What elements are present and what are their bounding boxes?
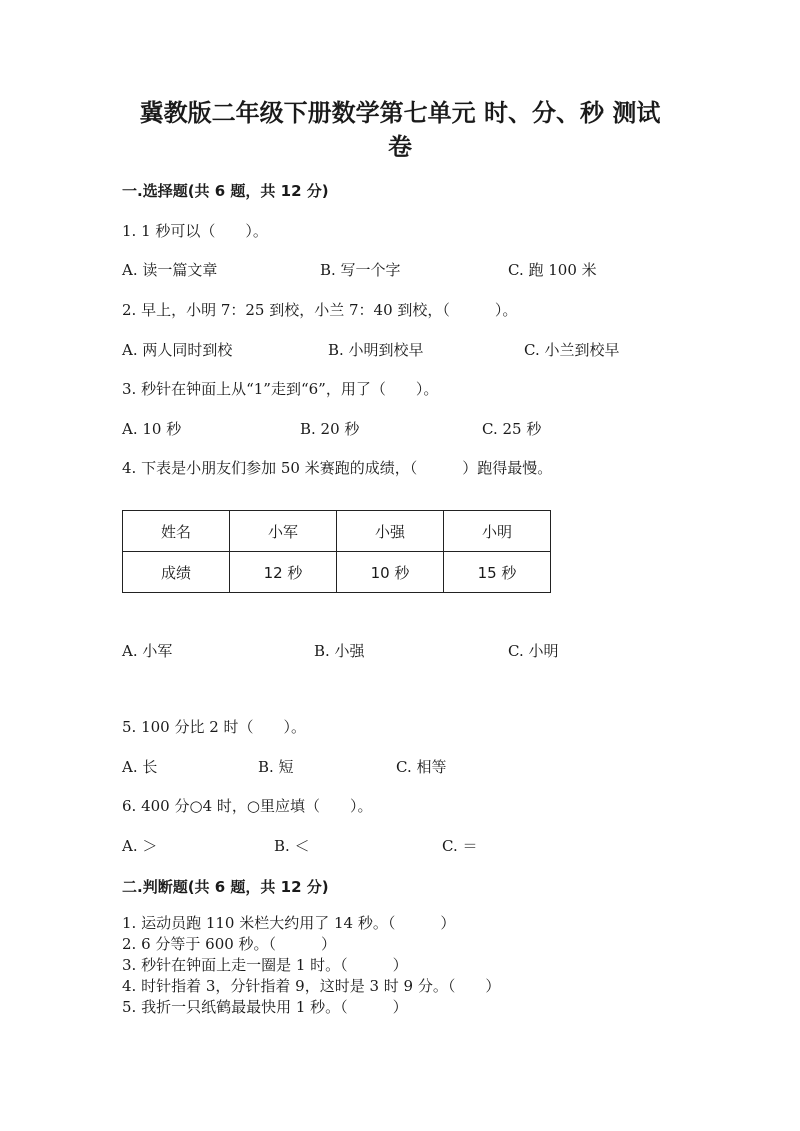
- question-5-option-c: C. 相等: [396, 758, 447, 776]
- table-row: [123, 552, 551, 593]
- section-heading-choice: 一.选择题(共 6 题，共 12 分): [122, 182, 329, 200]
- question-2-option-b: B. 小明到校早: [328, 341, 424, 359]
- judgement-item-4: 4. 时针指着 3，分针指着 9，这时是 3 时 9 分。（ ）: [122, 977, 501, 995]
- question-1-option-c: C. 跑 100 米: [508, 261, 597, 279]
- question-1-stem: 1. 1 秒可以（ ）。: [122, 222, 268, 240]
- table-cell: 12 秒: [230, 552, 337, 593]
- table-cell: 10 秒: [337, 552, 444, 593]
- question-2-stem: 2. 早上，小明 7：25 到校，小兰 7：40 到校，（ ）。: [122, 301, 518, 319]
- question-2-option-a: A. 两人同时到校: [122, 341, 233, 359]
- question-4-option-b: B. 小强: [314, 642, 365, 660]
- question-6-option-b: B. ＜: [274, 837, 310, 855]
- question-4-option-c: C. 小明: [508, 642, 559, 660]
- race-results-table: [122, 510, 551, 593]
- table-row: [123, 511, 551, 552]
- question-1-option-b: B. 写一个字: [320, 261, 401, 279]
- question-6-stem: 6. 400 分○4 时，○里应填（ ）。: [122, 797, 373, 815]
- table-header-cell: 小强: [337, 511, 444, 552]
- question-5-option-b: B. 短: [258, 758, 294, 776]
- question-5-stem: 5. 100 分比 2 时（ ）。: [122, 718, 307, 736]
- page-title: 冀教版二年级下册数学第七单元 时、分、秒 测试: [139, 99, 661, 127]
- question-1-option-a: A. 读一篇文章: [122, 261, 218, 279]
- question-6-option-c: C. ＝: [442, 837, 478, 855]
- table-cell: 成绩: [123, 552, 230, 593]
- judgement-item-1: 1. 运动员跑 110 米栏大约用了 14 秒。（ ）: [122, 914, 456, 932]
- judgement-item-3: 3. 秒针在钟面上走一圈是 1 时。（ ）: [122, 956, 408, 974]
- judgement-item-2: 2. 6 分等于 600 秒。（ ）: [122, 935, 337, 953]
- question-4-option-a: A. 小军: [122, 642, 173, 660]
- table-header-cell: 小明: [444, 511, 551, 552]
- question-3-option-c: C. 25 秒: [482, 420, 542, 438]
- page-title-continued: 卷: [388, 133, 412, 161]
- question-6-option-a: A. ＞: [122, 837, 158, 855]
- question-2-option-c: C. 小兰到校早: [524, 341, 620, 359]
- table-header-cell: 小军: [230, 511, 337, 552]
- table-header-cell: 姓名: [123, 511, 230, 552]
- question-3-option-a: A. 10 秒: [122, 420, 182, 438]
- question-3-option-b: B. 20 秒: [300, 420, 360, 438]
- question-4-stem: 4. 下表是小朋友们参加 50 米赛跑的成绩，（ ）跑得最慢。: [122, 459, 553, 477]
- judgement-item-5: 5. 我折一只纸鹤最最快用 1 秒。（ ）: [122, 998, 408, 1016]
- question-3-stem: 3. 秒针在钟面上从“1”走到“6”，用了（ ）。: [122, 380, 439, 398]
- table-cell: 15 秒: [444, 552, 551, 593]
- question-5-option-a: A. 长: [122, 758, 158, 776]
- section-heading-judgement: 二.判断题(共 6 题，共 12 分): [122, 878, 329, 896]
